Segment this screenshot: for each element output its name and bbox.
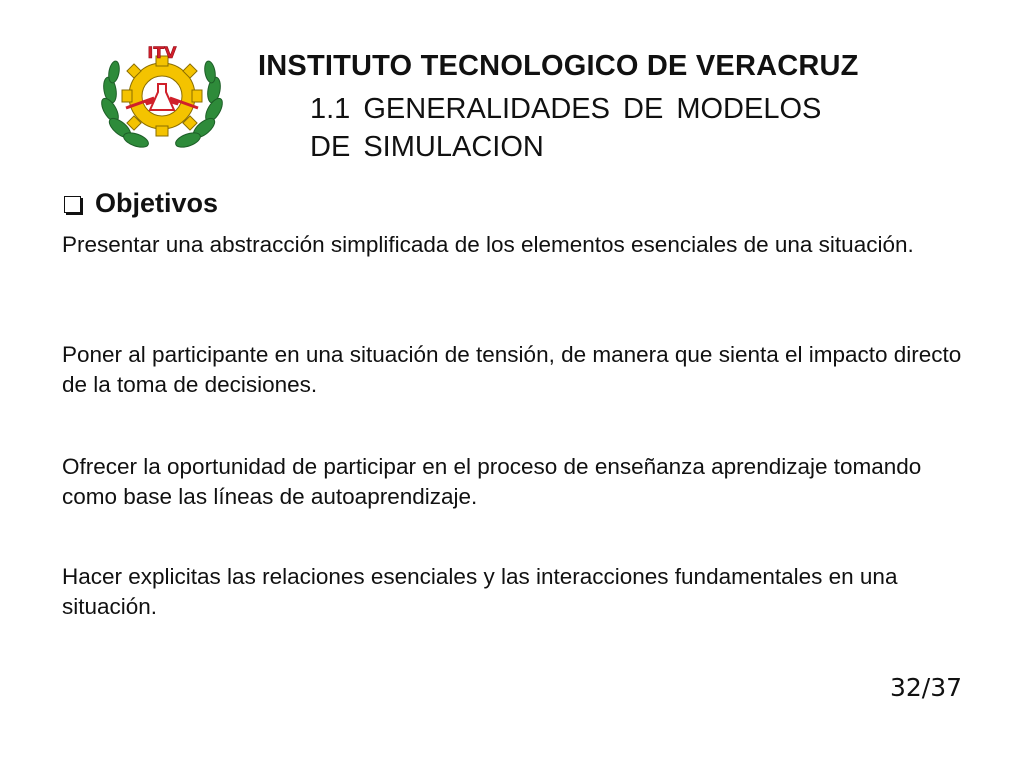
objective-paragraph: Poner al participante en una situación de tensión, de manera que sienta el impacto directo de la toma de decisiones. (62, 342, 962, 397)
presentation-subtitle (310, 90, 821, 166)
institution-title: INSTITUTO TECNOLOGICO DE VERACRUZ (258, 50, 859, 82)
objective-paragraph: Ofrecer la oportunidad de participar en el proceso de enseñanza aprendizaje tomando como base las líneas de autoaprendizaje. (62, 454, 922, 509)
checkbox-bullet-icon (64, 196, 81, 213)
itv-logo-text: ITV (147, 43, 177, 62)
page-number: 32/37 (889, 673, 962, 702)
objective-paragraph: Hacer explicitas las relaciones esenciales y las interacciones fundamentales en una situación. (62, 564, 898, 619)
subtitle-line-2: DE SIMULACION (310, 131, 544, 163)
itv-logo-icon (96, 38, 228, 153)
objective-paragraph: Presentar una abstracción simplificada de los elementos esenciales de una situación. (62, 232, 914, 257)
section-title: Objetivos (95, 188, 219, 218)
subtitle-line-1: 1.1 GENERALIDADES DE MODELOS (310, 93, 822, 125)
section-heading (64, 188, 218, 219)
